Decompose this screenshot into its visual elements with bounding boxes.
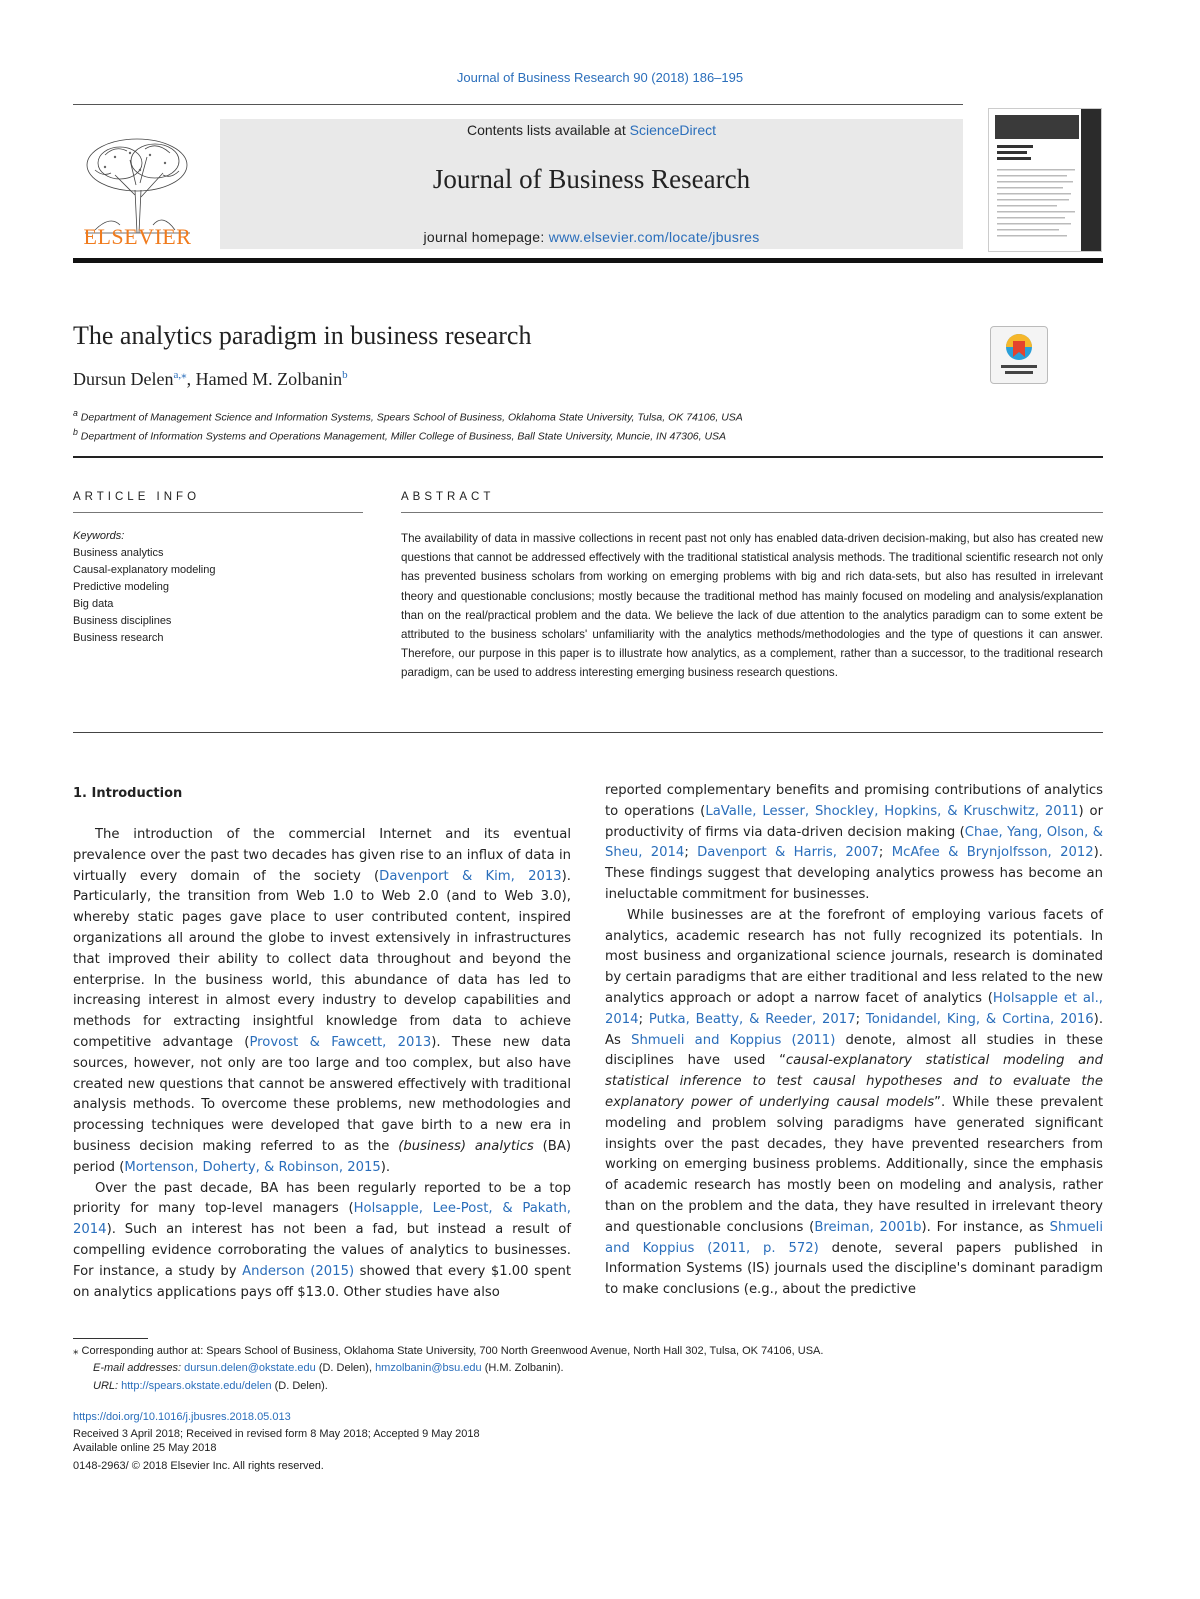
reference-link[interactable]: Holsapple et al., 2014 [605,990,1103,1027]
body-column-right [605,781,1103,1301]
emphasis-text: causal-explanatory statistical modeling and statistical inference to test causal hypotheses and to evaluate the explanatory power of underlying causal models [605,1053,1103,1110]
reference-link[interactable]: Shmueli and Koppius (2011, p. 572) [605,1219,1103,1256]
text-run: ; [638,1011,649,1027]
article-info-heading: ARTICLE INFO [73,491,201,503]
text-run: (D. Delen). [271,1380,328,1392]
copyright-notice: 0148-2963/ © 2018 Elsevier Inc. All rights reserved. [73,1460,324,1472]
author-list [73,368,348,390]
text-run: (H.M. Zolbanin). [481,1362,564,1374]
reference-link[interactable]: Tonidandel, King, & Cortina, 2016 [865,1011,1094,1027]
text-run: denote, several papers published in Information Systems (IS) journals used the discipline's dominant paradigm to make conclusions (e.g., about the predictive [605,1240,1103,1298]
reference-link[interactable]: Davenport & Kim, 2013 [379,868,562,884]
text-run: ). For instance, as [921,1219,1050,1235]
text-run: reported complementary benefits and promising contributions of analytics to operations ( [605,783,1103,819]
affiliation-text: Department of Information Systems and Operations Management, Miller College of Business, Ball State University, Muncie, IN 47306, USA [80,430,727,443]
keyword-item: Business research [73,632,164,644]
reference-link[interactable]: Provost & Fawcett, 2013 [249,1034,432,1050]
text-run: The introduction of the commercial Internet and its eventual prevalence over the past two decades has given rise to an influx of data in virtually every domain of the society ( [73,827,571,884]
email-link[interactable]: dursun.delen@okstate.edu [184,1362,316,1374]
paragraph [605,906,1103,1301]
url-label: URL: [93,1380,119,1392]
doi-link[interactable]: https://doi.org/10.1016/j.jbusres.2018.05.013 [73,1411,291,1423]
reference-link[interactable]: McAfee & Brynjolfsson, 2012 [891,845,1094,861]
abstract-text: The availability of data in massive collections in recent past not only has enabled data-driven decision-making, but also has created new questions that cannot be addressed effectively with the traditional statistical analysis methods. The traditional scientific research not only has prevented business scholars from working on emerging problems with big and rich data-sets, but also has resulted in irrelevant theory and questionable conclusions; mostly because the traditional method has mainly focused on modeling and analysis/explanation than on the real/practical problem and the data. We believe the lack of due attention to the analytics paradigm can to some extent be attributed to the business scholars' unfamiliarity with the analytics methods/methodologies and the type of questions it can answer. Therefore, our purpose in this paper is to illustrate how analytics, as a complement, rather than a successor, to the traditional research paradigm, can be used to address interesting emerging business research questions. [401,532,1103,680]
author-name[interactable]: Hamed M. Zolbanin [195,369,343,389]
text-run: denote, almost all studies in these disciplines have used “ [605,1032,1103,1069]
section-heading-introduction: 1. Introduction [73,786,183,801]
sciencedirect-link[interactable]: ScienceDirect [629,122,716,138]
text-run: ). Particularly, the transition from Web 1.0 to Web 2.0 (and to Web 3.0), whereby static pages gave place to user contributed content, inspired organizations all around the globe to invest extensively in infrastructures that improved their ability to collect data throughout and beyond the enterprise. In the business world, this abundance of data has led to increasing interest in almost every industry to develop capabilities and methods for extracting insightful knowledge from data to achieve competitive advantage ( [73,868,571,1050]
text-run: ). Such an interest has not been a fad, but instead a result of compelling evidence corroborating the values of analytics to businesses. For instance, a study by [73,1222,571,1279]
abstract-bottom-rule [73,732,1103,733]
body-column-left [73,825,571,1303]
keywords-label: Keywords: [73,530,125,542]
reference-link[interactable]: Mortenson, Doherty, & Robinson, 2015 [124,1159,381,1175]
homepage-prefix: journal homepage: [423,229,549,245]
journal-title: Journal of Business Research [432,164,751,194]
keyword-item: Predictive modeling [73,581,169,593]
received-dates: Received 3 April 2018; Received in revised form 8 May 2018; Accepted 9 May 2018 [73,1428,480,1440]
affiliation [73,408,743,424]
keyword-item: Business analytics [73,547,164,559]
paragraph [73,825,571,1179]
contents-prefix: Contents lists available at [466,122,630,138]
top-rule [73,104,963,105]
text-run: ; [878,845,892,861]
corresponding-author-footnote: ⁎ Corresponding author at: Spears School of Business, Oklahoma State University, 700 North Greenwood Avenue, North Hall 302, Tulsa, OK 74106, USA. [73,1345,824,1357]
text-run: (BA) period ( [73,1138,571,1175]
text-run: ). [380,1159,391,1175]
keyword-item: Big data [73,598,114,610]
text-run: Over the past decade, BA has been regularly reported to be a top priority for many top-level managers ( [73,1180,571,1217]
journal-citation[interactable]: Journal of Business Research 90 (2018) 186–195 [456,70,744,85]
reference-link[interactable]: Chae, Yang, Olson, & Sheu, 2014 [605,824,1103,861]
contents-line [220,122,963,138]
email-label: E-mail addresses: [93,1362,182,1374]
abstract-rule [401,512,1103,513]
text-run: ) or productivity of firms via data-driven decision making ( [605,803,1103,840]
author-affiliation-mark[interactable]: a,⁎ [173,369,187,381]
reference-link[interactable]: Davenport & Harris, 2007 [697,845,879,861]
article-info-rule [73,512,363,513]
author-affiliation-mark[interactable]: b [342,369,348,381]
footnote-rule [73,1338,148,1339]
header-thick-rule [73,258,1103,263]
keyword-item: Causal-explanatory modeling [73,564,216,576]
text-run: ; [684,845,698,861]
email-footnote [93,1362,564,1374]
keyword-item: Business disciplines [73,615,172,627]
url-footnote [93,1380,328,1392]
url-link[interactable]: http://spears.okstate.edu/delen [121,1380,272,1392]
affiliation-text: Department of Management Science and Information Systems, Spears School of Business, Oklahoma State University, Tulsa, OK 74106, USA [80,411,743,424]
paragraph [73,1179,571,1304]
text-run: ). As [605,1011,1104,1048]
affiliation-mark: a [73,408,78,418]
article-title: The analytics paradigm in business research [73,321,532,350]
reference-link[interactable]: Breiman, 2001b [814,1219,922,1235]
author-separator: , [186,369,196,389]
text-run: (D. Delen), [315,1362,376,1374]
homepage-link[interactable]: www.elsevier.com/locate/jbusres [548,229,760,245]
elsevier-wordmark: ELSEVIER [83,224,192,249]
journal-cover-thumbnail[interactable] [988,108,1102,252]
available-online-date: Available online 25 May 2018 [73,1442,217,1454]
reference-link[interactable]: Anderson (2015) [242,1263,355,1279]
author-name[interactable]: Dursun Delen [73,369,174,389]
text-run: ). These new data sources, however, not only are too large and too complex, but also have created new questions that cannot be answered effectively with traditional analysis methods. To overcome these problems, new methodologies and processing techniques were developed that gave birth to a new era in business decision making referred to as the [73,1034,571,1154]
paragraph [605,781,1103,906]
affiliation-mark: b [73,427,78,437]
email-link[interactable]: hmzolbanin@bsu.edu [375,1362,482,1374]
text-run: ”. While these prevalent modeling and problem solving paradigms have generated significant insights over the past decades, they have prevented researchers from working on emerging business problems. Additionally, since the emphasis of academic research has mostly been on modeling and analysis, rather than on the problem and the data, they have resulted in irrelevant theory and questionable conclusions ( [605,1094,1104,1235]
text-run: While businesses are at the forefront of employing various facets of analytics, academic research has not fully recognized its potentials. In most business and organizational science journals, research is dominated by certain paradigms that are either traditional and less related to the new analytics approach or adopt a narrow facet of analytics ( [605,907,1103,1006]
abstract-heading: ABSTRACT [401,491,495,503]
section-rule [73,456,1103,458]
text-run: ; [855,1011,866,1027]
reference-link[interactable]: Shmueli and Koppius (2011) [631,1032,836,1048]
homepage-line [220,229,963,245]
text-run: showed that every $1.00 spent on analytics applications pays off $13.0. Other studies have also [73,1263,571,1300]
check-for-updates-icon[interactable] [990,326,1048,384]
reference-link[interactable]: LaValle, Lesser, Shockley, Hopkins, & Kruschwitz, 2011 [705,803,1079,819]
text-run: ). These findings suggest that developing analytics prowess has become an ineluctable commitment for businesses. [605,845,1103,902]
affiliation [73,427,726,443]
emphasis-text: (business) analytics [398,1138,534,1154]
reference-link[interactable]: Putka, Beatty, & Reeder, 2017 [648,1011,856,1027]
reference-link[interactable]: Holsapple, Lee-Post, & Pakath, 2014 [73,1201,571,1238]
